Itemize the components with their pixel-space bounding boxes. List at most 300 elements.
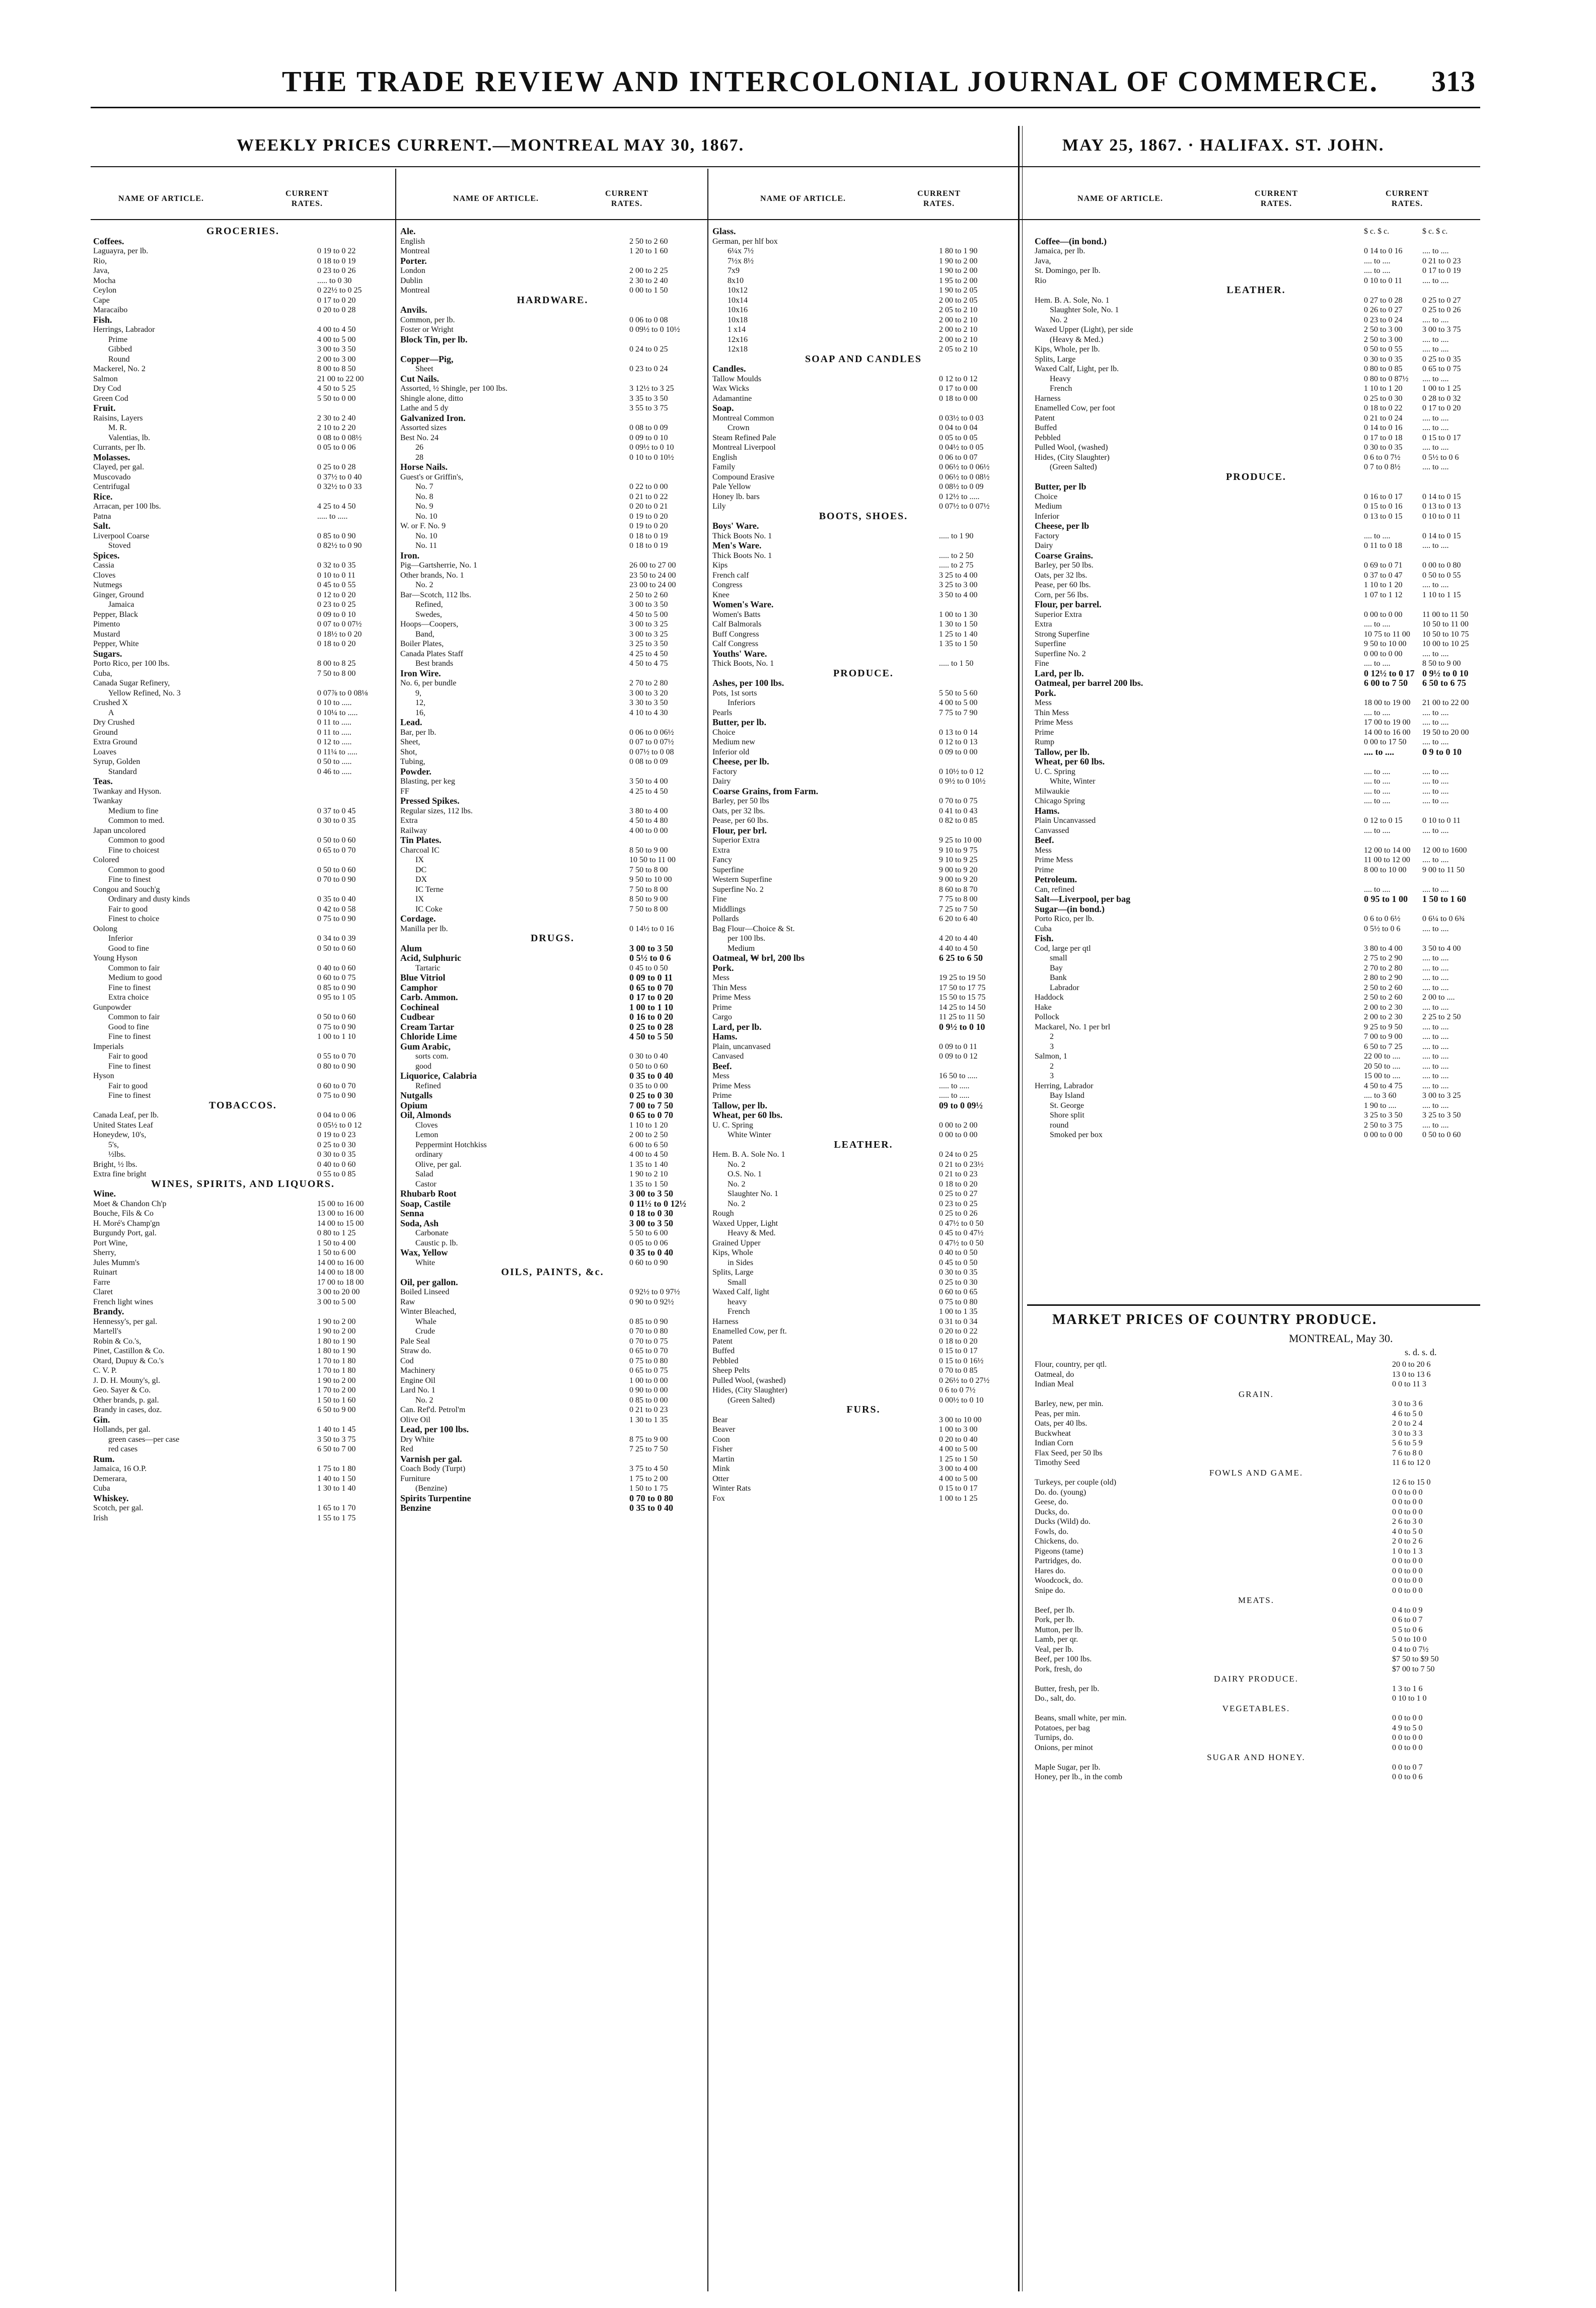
market-row bbox=[1035, 1409, 1478, 1419]
article-name: Manilla per lb. bbox=[400, 924, 448, 933]
article-name: Honeydew, 10's, bbox=[93, 1131, 147, 1139]
article-name: Superior Extra bbox=[1035, 610, 1082, 619]
article-name: Thin Mess bbox=[712, 983, 747, 992]
article-name: Mustard bbox=[93, 630, 120, 639]
category-row bbox=[1035, 600, 1478, 610]
article-name: Copper—Pig, bbox=[400, 354, 454, 364]
price-row bbox=[400, 502, 705, 512]
category-row bbox=[400, 993, 705, 1003]
stjohn-rate: .... to .... bbox=[1422, 315, 1449, 324]
price-row bbox=[712, 1003, 1014, 1013]
price-row bbox=[93, 364, 393, 374]
current-rate: 5 50 to 0 00 bbox=[317, 394, 356, 403]
price-row bbox=[712, 335, 1014, 345]
halifax-rate: 20 50 to .... bbox=[1364, 1062, 1401, 1071]
article-name: Muscovado bbox=[93, 472, 131, 481]
price-row bbox=[400, 394, 705, 404]
price-row bbox=[1035, 1081, 1478, 1091]
article-name: Iron Wire. bbox=[400, 668, 441, 678]
category-row bbox=[400, 227, 705, 237]
price-row bbox=[400, 737, 705, 747]
current-rate: 0 75 to 0 80 bbox=[629, 1356, 668, 1365]
article-name: Plain, uncanvased bbox=[712, 1042, 771, 1051]
price-row bbox=[93, 728, 393, 738]
current-rate: 1 65 to 1 70 bbox=[317, 1504, 356, 1512]
price-row bbox=[1035, 512, 1478, 522]
article-name: Tin Plates. bbox=[400, 835, 442, 845]
produce-name: Turkeys, per couple (old) bbox=[1035, 1478, 1117, 1487]
halifax-rate: .... to .... bbox=[1364, 531, 1391, 540]
halifax-rate: 0 11 to 0 18 bbox=[1364, 541, 1402, 550]
price-row bbox=[712, 1464, 1014, 1474]
halifax-rate: 8 00 to 10 00 bbox=[1364, 865, 1407, 874]
current-rate: 0 40 to 0 60 bbox=[317, 963, 356, 972]
stjohn-rate: 0 21 to 0 23 bbox=[1422, 256, 1461, 265]
price-row bbox=[1035, 502, 1478, 512]
article-name: Women's Ware. bbox=[712, 600, 774, 609]
price-row bbox=[712, 1346, 1014, 1356]
article-name: Olive, per gal. bbox=[415, 1160, 462, 1169]
market-row bbox=[1035, 1733, 1478, 1743]
article-name: Fair to good bbox=[108, 1081, 148, 1090]
current-rate: 0 10¼ to ..... bbox=[317, 708, 358, 717]
price-row bbox=[712, 1228, 1014, 1238]
current-rate: 0 12 to 0 12 bbox=[939, 374, 978, 383]
price-row bbox=[93, 541, 393, 551]
article-name: Crown bbox=[728, 424, 750, 432]
article-name: Prime Mess bbox=[1035, 856, 1073, 864]
current-rate: 0 21 to 0 22 bbox=[629, 492, 668, 501]
produce-price: 2 0 to 2 4 bbox=[1392, 1419, 1423, 1428]
article-name: Salmon bbox=[93, 374, 118, 383]
article-name: Flour, per barrel. bbox=[1035, 600, 1102, 609]
section-divider bbox=[1018, 126, 1020, 2291]
page-number: 313 bbox=[1431, 65, 1475, 98]
current-rate: 0 21 to 0 23 bbox=[629, 1406, 668, 1414]
article-name: Choice bbox=[1035, 492, 1058, 501]
price-row bbox=[1035, 256, 1478, 266]
article-name: Martin bbox=[712, 1454, 735, 1463]
price-row bbox=[93, 561, 393, 571]
category-row bbox=[400, 1032, 705, 1042]
price-row bbox=[712, 728, 1014, 738]
price-row bbox=[712, 747, 1014, 757]
article-name: Valentias, lb. bbox=[108, 433, 151, 442]
article-name: 7x9 bbox=[728, 266, 740, 275]
article-name: Farre bbox=[93, 1278, 110, 1287]
price-row bbox=[1035, 855, 1478, 865]
price-row bbox=[93, 835, 393, 846]
current-rate: 0 60 to 0 65 bbox=[939, 1288, 978, 1296]
article-name: Scotch, per gal. bbox=[93, 1504, 143, 1512]
price-row bbox=[400, 1140, 705, 1150]
montreal-heading: WEEKLY PRICES CURRENT.—MONTREAL MAY 30, 1867. bbox=[237, 136, 745, 155]
price-row bbox=[1035, 983, 1478, 993]
halifax-rate: 0 30 to 0 35 bbox=[1364, 355, 1403, 364]
price-row bbox=[93, 1366, 393, 1376]
market-row bbox=[1035, 1488, 1478, 1498]
category-row bbox=[93, 1454, 393, 1464]
current-rate: ..... to 2 75 bbox=[939, 561, 974, 570]
article-name: Montreal bbox=[400, 286, 430, 295]
halifax-rate: $ c. $ c. bbox=[1364, 227, 1390, 236]
current-rate: 4 50 to 4 80 bbox=[629, 816, 668, 825]
article-name: Lathe and 5 dy bbox=[400, 404, 449, 412]
produce-name: Woodcock, do. bbox=[1035, 1576, 1083, 1585]
stjohn-rate: .... to .... bbox=[1422, 1022, 1449, 1031]
current-rate: 4 50 to 5 25 bbox=[317, 384, 356, 393]
price-row bbox=[93, 1130, 393, 1140]
category-row bbox=[400, 1219, 705, 1229]
stjohn-rate: 3 00 to 3 75 bbox=[1422, 325, 1461, 334]
price-row bbox=[93, 875, 393, 885]
current-rate: 4 25 to 4 50 bbox=[629, 649, 668, 658]
article-name: heavy bbox=[728, 1297, 747, 1306]
article-name: Oatmeal, ₩ brl, 200 lbs bbox=[712, 953, 805, 963]
price-row bbox=[712, 443, 1014, 453]
current-rate: 8 00 to 8 50 bbox=[317, 365, 356, 373]
article-name: Cloves bbox=[93, 571, 116, 580]
price-row bbox=[1035, 453, 1478, 463]
article-name: Yellow Refined, No. 3 bbox=[108, 688, 181, 697]
produce-price: 4 0 to 5 0 bbox=[1392, 1527, 1423, 1536]
article-name: Brandy in cases, doz. bbox=[93, 1406, 162, 1414]
produce-price: 4 9 to 5 0 bbox=[1392, 1723, 1423, 1732]
article-name: Assorted sizes bbox=[400, 424, 447, 432]
article-name: Canvassed bbox=[1035, 826, 1069, 835]
article-name: Cuba, bbox=[93, 669, 112, 678]
article-name: Fine to choicest bbox=[108, 846, 160, 855]
current-rate: 0 12 to 0 13 bbox=[939, 738, 978, 746]
current-rate: 1 40 to 1 50 bbox=[317, 1474, 356, 1483]
article-name: Claret bbox=[93, 1288, 113, 1296]
current-rate: 0 47½ to 0 50 bbox=[939, 1219, 984, 1228]
section-title: PRODUCE. bbox=[1226, 472, 1286, 482]
price-row bbox=[712, 1081, 1014, 1091]
current-rate: 0 75 to 0 90 bbox=[317, 915, 356, 923]
stjohn-rate: .... to .... bbox=[1422, 1062, 1449, 1071]
article-name: Buffed bbox=[712, 1347, 735, 1355]
price-row bbox=[93, 894, 393, 904]
market-section-title: MEATS. bbox=[1238, 1595, 1274, 1605]
current-rate: 0 50 to 0 60 bbox=[317, 1013, 356, 1021]
price-row bbox=[400, 1317, 705, 1327]
halifax-rate: 10 75 to 11 00 bbox=[1364, 630, 1410, 639]
price-row bbox=[400, 885, 705, 895]
current-rate: 0 40 to 0 50 bbox=[939, 1248, 978, 1257]
price-row bbox=[400, 846, 705, 856]
article-name: Soda, Ash bbox=[400, 1218, 439, 1228]
current-rate: 0 24 to 0 25 bbox=[939, 1150, 978, 1159]
article-name: Mackerel, No. 2 bbox=[93, 365, 146, 373]
category-row bbox=[400, 1209, 705, 1219]
current-rate: 1 50 to 4 00 bbox=[317, 1238, 356, 1247]
price-row bbox=[1035, 796, 1478, 806]
price-row bbox=[712, 1444, 1014, 1454]
category-row bbox=[1035, 678, 1478, 688]
price-row bbox=[400, 708, 705, 718]
article-name: Pepper, White bbox=[93, 640, 139, 648]
current-rate: 0 50 to 0 60 bbox=[629, 1062, 668, 1071]
article-name: Thick Boots No. 1 bbox=[712, 531, 772, 540]
price-row bbox=[93, 355, 393, 365]
price-row bbox=[400, 492, 705, 502]
category-row bbox=[400, 355, 705, 365]
current-rate: 0 18 to 0 30 bbox=[629, 1209, 673, 1218]
price-row bbox=[400, 1415, 705, 1425]
article-name: German, per hlf box bbox=[712, 237, 778, 246]
article-name: Burgundy Port, gal. bbox=[93, 1229, 157, 1237]
article-name: Can. Ref'd. Petrol'm bbox=[400, 1406, 466, 1414]
category-row bbox=[400, 1101, 705, 1111]
current-rate: ..... to 0 30 bbox=[317, 276, 352, 285]
price-row bbox=[712, 1121, 1014, 1131]
col1-name-header: NAME OF ARTICLE. bbox=[118, 194, 204, 203]
current-rate: 1 90 to 2 00 bbox=[317, 1376, 356, 1385]
current-rate: 0 85 to 0 90 bbox=[629, 1317, 668, 1326]
article-name: Hides, (City Slaughter) bbox=[1035, 453, 1110, 462]
article-name: Cuba bbox=[93, 1484, 110, 1493]
produce-price: 0 0 to 0 6 bbox=[1392, 1773, 1423, 1781]
category-row bbox=[712, 403, 1014, 413]
current-rate: 0 15 to 0 16½ bbox=[939, 1356, 984, 1365]
article-name: Pease, per 60 lbs. bbox=[1035, 581, 1091, 589]
current-rate: 6 50 to 7 00 bbox=[317, 1445, 356, 1453]
price-row bbox=[93, 1091, 393, 1101]
produce-price: 2 0 to 2 6 bbox=[1392, 1537, 1423, 1546]
price-row bbox=[400, 1356, 705, 1366]
current-rate: 2 00 to 2 10 bbox=[939, 335, 978, 344]
price-row bbox=[1035, 433, 1478, 443]
price-row bbox=[93, 678, 393, 688]
current-rate: 8 00 to 8 25 bbox=[317, 659, 356, 668]
current-rate bbox=[935, 924, 1014, 934]
price-row bbox=[93, 767, 393, 777]
article-name: Oil, per gallon. bbox=[400, 1277, 458, 1287]
current-rate: 0 65 to 0 75 bbox=[629, 1366, 668, 1375]
article-name: No. 10 bbox=[415, 512, 438, 521]
halifax-rate: 0 26 to 0 27 bbox=[1364, 306, 1403, 314]
article-name: Pepper, Black bbox=[93, 610, 138, 619]
article-name: Geo. Sayer & Co. bbox=[93, 1386, 151, 1394]
current-rate: 0 07⅞ to 0 08⅛ bbox=[317, 688, 368, 697]
price-row bbox=[400, 531, 705, 541]
price-row bbox=[712, 246, 1014, 256]
article-name: Oolong bbox=[93, 924, 117, 933]
article-name: Fine to finest bbox=[108, 1032, 151, 1041]
stjohn-rate: 0 25 to 0 27 bbox=[1422, 296, 1461, 305]
article-name: H. Moré's Champ'gn bbox=[93, 1219, 160, 1228]
article-name: Lard No. 1 bbox=[400, 1386, 436, 1394]
article-name: Slaughter No. 1 bbox=[728, 1190, 778, 1198]
produce-name: Ducks (Wild) do. bbox=[1035, 1517, 1091, 1526]
price-row bbox=[93, 1248, 393, 1258]
category-row bbox=[400, 1110, 705, 1121]
price-row bbox=[712, 737, 1014, 747]
produce-name: Oats, per 40 lbs. bbox=[1035, 1419, 1087, 1428]
article-name: Waxed Calf, light bbox=[712, 1288, 769, 1296]
price-row bbox=[712, 639, 1014, 649]
current-rate: 16 50 to ..... bbox=[939, 1072, 978, 1080]
current-rate bbox=[313, 855, 393, 865]
price-row bbox=[93, 256, 393, 266]
article-name: A bbox=[108, 708, 114, 717]
stjohn-rate: .... to .... bbox=[1422, 413, 1449, 423]
article-name: Carb. Ammon. bbox=[400, 993, 458, 1002]
price-row bbox=[1035, 953, 1478, 963]
category-row bbox=[712, 953, 1014, 963]
price-row bbox=[400, 1385, 705, 1395]
halifax-rate bbox=[1361, 551, 1419, 561]
price-row bbox=[400, 423, 705, 433]
current-rate: 0 42 to 0 58 bbox=[317, 904, 356, 914]
stjohn-rate: .... to .... bbox=[1422, 1081, 1449, 1090]
article-name: Choice bbox=[712, 728, 736, 737]
produce-price: $7 50 to $9 50 bbox=[1392, 1655, 1439, 1663]
current-rate: 9 10 to 9 25 bbox=[939, 856, 978, 864]
price-row bbox=[712, 1376, 1014, 1386]
produce-name: Timothy Seed bbox=[1035, 1458, 1080, 1467]
article-name: Caustic p. lb. bbox=[415, 1238, 458, 1247]
col1-rate-header: CURRENT RATES. bbox=[285, 189, 329, 208]
price-row bbox=[93, 846, 393, 856]
produce-name: Mutton, per lb. bbox=[1035, 1625, 1083, 1634]
price-row bbox=[712, 256, 1014, 266]
produce-name: Honey, per lb., in the comb bbox=[1035, 1773, 1123, 1781]
category-row bbox=[1035, 669, 1478, 679]
stjohn-rate: .... to .... bbox=[1422, 718, 1449, 727]
price-row bbox=[93, 1081, 393, 1091]
stjohn-rate: .... to .... bbox=[1422, 345, 1449, 354]
glass-soap-produce-column bbox=[712, 227, 1014, 1503]
article-name: Prime bbox=[712, 1091, 732, 1100]
price-row bbox=[400, 728, 705, 738]
category-row bbox=[1035, 904, 1478, 915]
price-row bbox=[93, 914, 393, 924]
halifax-rate bbox=[1361, 934, 1419, 944]
price-row bbox=[400, 600, 705, 610]
article-name: M. R. bbox=[108, 424, 127, 432]
current-rate: 4 25 to 4 50 bbox=[629, 787, 668, 796]
current-rate: 0 82½ to 0 90 bbox=[317, 541, 362, 550]
category-row bbox=[93, 237, 393, 247]
article-name: Oil, Almonds bbox=[400, 1110, 452, 1120]
section-title: LEATHER. bbox=[1226, 286, 1286, 296]
article-name: Powder. bbox=[400, 766, 431, 777]
produce-name: Buckwheat bbox=[1035, 1429, 1071, 1438]
price-row bbox=[93, 423, 393, 433]
current-rate: 6 20 to 6 40 bbox=[939, 915, 978, 923]
price-row bbox=[1035, 1071, 1478, 1081]
market-section-title: VEGETABLES. bbox=[1222, 1703, 1290, 1713]
current-rate: 0 92½ to 0 97½ bbox=[629, 1288, 680, 1296]
article-name: Harness bbox=[712, 1317, 739, 1326]
current-rate: 13 00 to 16 00 bbox=[317, 1209, 364, 1218]
price-row bbox=[712, 394, 1014, 404]
produce-price: 20 0 to 20 6 bbox=[1392, 1360, 1431, 1369]
current-rate: 0 6 to 0 7½ bbox=[939, 1386, 976, 1394]
halifax-rate: 0 50 to 0 55 bbox=[1364, 345, 1403, 354]
stjohn-rate: 19 50 to 20 00 bbox=[1422, 728, 1469, 737]
article-name: No. 2 bbox=[728, 1179, 746, 1188]
price-row bbox=[400, 1130, 705, 1140]
current-rate bbox=[625, 1307, 705, 1317]
article-name: 1 x14 bbox=[728, 325, 746, 334]
current-rate: 0 9½ to 0 10 bbox=[939, 1022, 985, 1032]
article-name: Prime bbox=[712, 1003, 732, 1012]
article-name: Fair to good bbox=[108, 904, 148, 914]
price-row bbox=[712, 472, 1014, 482]
halifax-rate bbox=[1361, 806, 1419, 816]
article-name: Inferior bbox=[1035, 512, 1059, 521]
price-row bbox=[93, 1238, 393, 1248]
category-row bbox=[400, 1503, 705, 1513]
halifax-rate: 0 21 to 0 24 bbox=[1364, 413, 1403, 423]
price-row bbox=[93, 1326, 393, 1337]
price-row bbox=[93, 1425, 393, 1435]
current-rate: 1 35 to 1 40 bbox=[629, 1160, 668, 1169]
current-rate: 2 30 to 2 40 bbox=[317, 413, 356, 423]
article-name: Factory bbox=[712, 767, 737, 776]
category-row bbox=[400, 413, 705, 424]
article-name: Inferior bbox=[108, 934, 133, 943]
article-name: Hem. B. A. Sole, No. 1 bbox=[1035, 296, 1110, 305]
article-name: Best brands bbox=[415, 659, 454, 668]
article-name: Pebbled bbox=[712, 1356, 739, 1365]
price-row bbox=[712, 1130, 1014, 1140]
produce-name: Fowls, do. bbox=[1035, 1527, 1069, 1536]
article-name: Extra bbox=[400, 816, 418, 825]
current-rate: 14 00 to 15 00 bbox=[317, 1219, 364, 1228]
article-name: Whale bbox=[415, 1317, 437, 1326]
article-name: 3 bbox=[1050, 1072, 1054, 1080]
article-name: Dairy bbox=[1035, 541, 1053, 550]
stjohn-rate: .... to .... bbox=[1422, 856, 1449, 864]
category-row bbox=[712, 1062, 1014, 1072]
current-rate: 4 20 to 4 40 bbox=[939, 934, 978, 943]
article-name: Barley, per 50 lbs bbox=[712, 797, 769, 805]
article-name: No. 2 bbox=[728, 1199, 746, 1208]
article-name: Cassia bbox=[93, 561, 114, 570]
halifax-rate: 0 30 to 0 35 bbox=[1364, 443, 1403, 452]
current-rate: 0 37½ to 0 40 bbox=[317, 472, 362, 481]
current-rate: 1 70 to 1 80 bbox=[317, 1356, 356, 1365]
article-name: Pulled Wool, (washed) bbox=[712, 1376, 786, 1385]
article-name: Brandy. bbox=[93, 1307, 124, 1316]
article-name: Mess bbox=[712, 1072, 730, 1080]
current-rate: 4 50 to 4 75 bbox=[629, 659, 668, 668]
halifax-rate bbox=[1361, 875, 1419, 885]
current-rate: 21 00 to 22 00 bbox=[317, 374, 364, 383]
current-rate: 0 60 to 0 75 bbox=[317, 973, 356, 982]
article-name: Cod bbox=[400, 1356, 414, 1365]
produce-name: Pork, per lb. bbox=[1035, 1616, 1075, 1624]
article-name: Liverpool Coarse bbox=[93, 531, 150, 540]
price-row bbox=[712, 885, 1014, 895]
halifax-rate: 1 07 to 1 12 bbox=[1364, 590, 1403, 599]
article-name: IX bbox=[415, 895, 424, 903]
produce-name: Lamb, per qr. bbox=[1035, 1635, 1078, 1644]
market-row bbox=[1035, 1478, 1478, 1488]
article-name: Petroleum. bbox=[1035, 875, 1077, 884]
current-rate: 0 06 to 0 07 bbox=[939, 453, 978, 462]
market-row bbox=[1035, 1772, 1478, 1782]
category-row bbox=[93, 777, 393, 787]
price-row bbox=[712, 914, 1014, 924]
price-row bbox=[712, 777, 1014, 787]
article-name: Patna bbox=[93, 512, 111, 521]
current-rate: 3 25 to 4 00 bbox=[939, 571, 978, 580]
